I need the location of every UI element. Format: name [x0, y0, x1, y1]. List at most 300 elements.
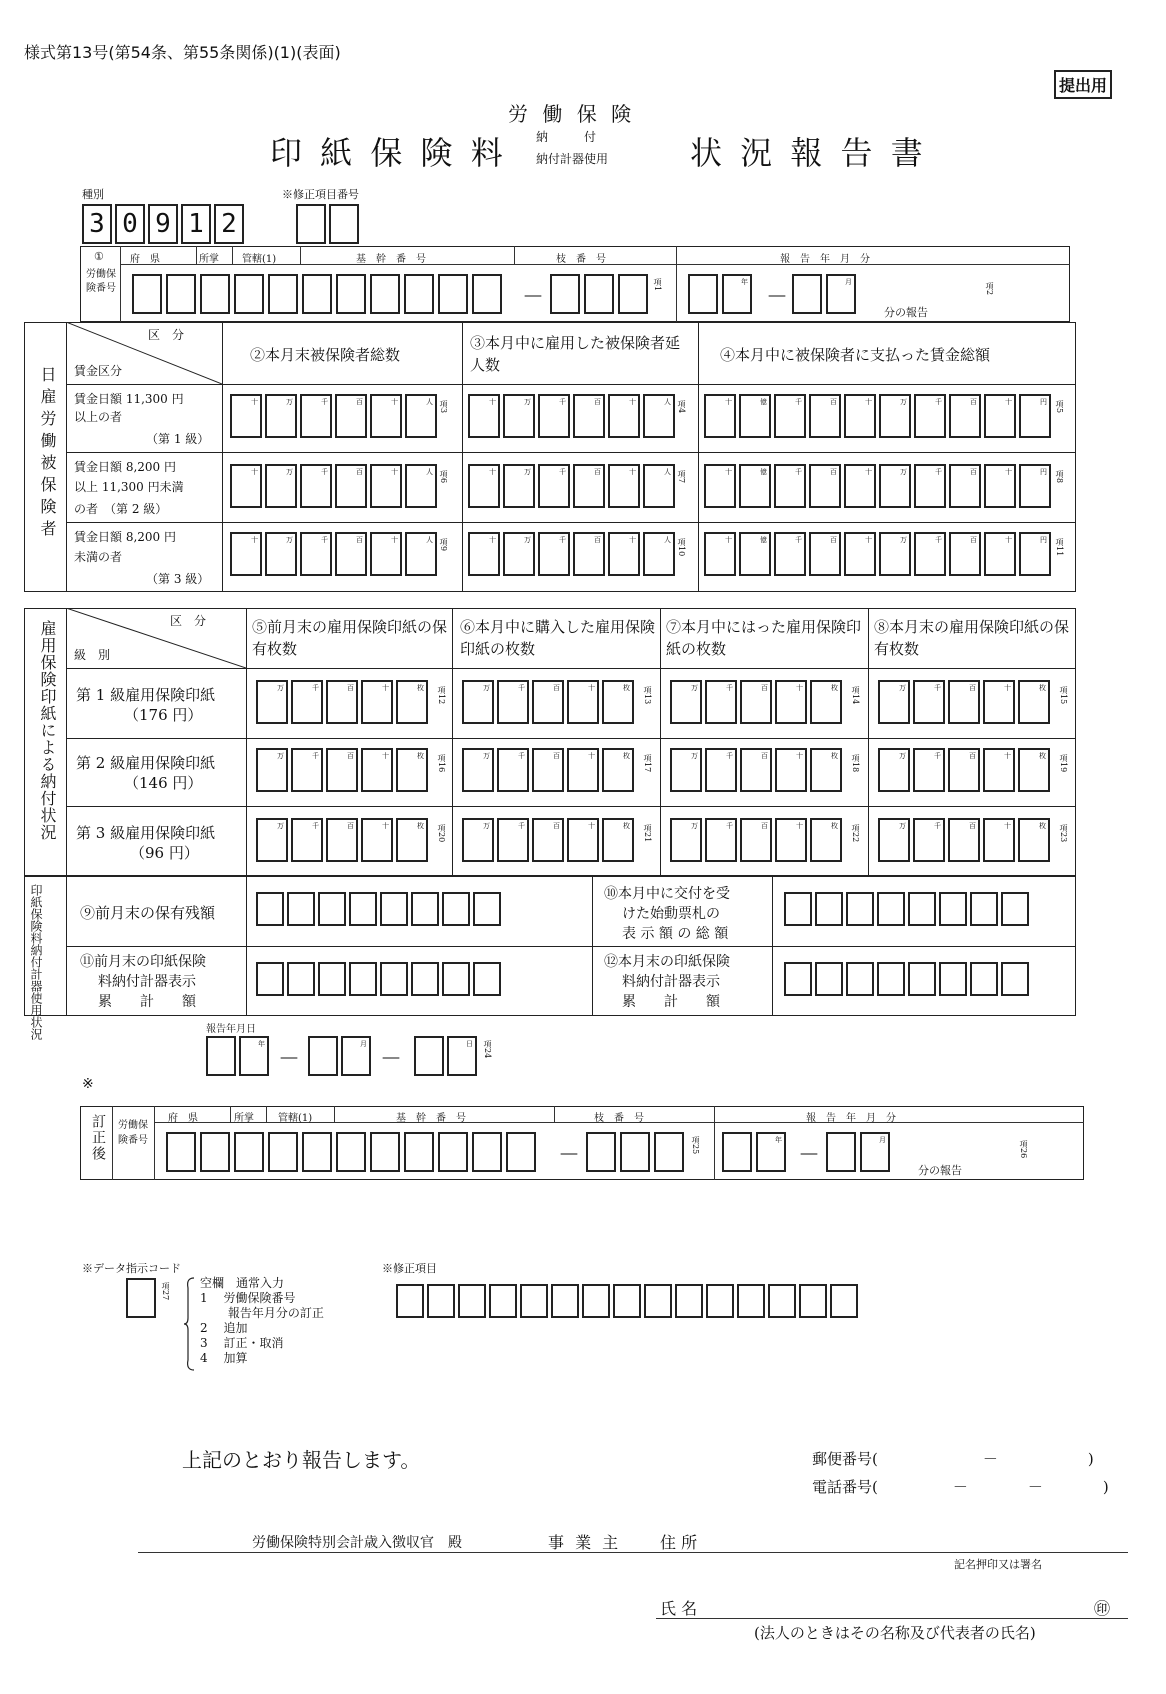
report-year-boxes[interactable]: [688, 274, 752, 314]
item9-boxes[interactable]: [256, 892, 501, 926]
unit-label: 十: [1005, 536, 1012, 544]
digit-box[interactable]: [380, 962, 408, 996]
digit-box[interactable]: [644, 1284, 672, 1318]
digit-box[interactable]: [830, 1284, 858, 1318]
digit-box[interactable]: [1018, 748, 1050, 792]
corp-note: (法人のときはその名称及び代表者の氏名): [754, 1624, 1036, 1642]
meter-side-label: 印紙保険料納付計器使用状況: [29, 884, 43, 1040]
digit-box[interactable]: [256, 892, 284, 926]
digit-box[interactable]: [230, 394, 262, 438]
digit-box[interactable]: [335, 394, 367, 438]
digit-box[interactable]: [411, 962, 439, 996]
digit-box[interactable]: [442, 962, 470, 996]
row-label: の者 （第 2 級）: [74, 502, 168, 516]
digit-box[interactable]: [846, 962, 874, 996]
digit-box[interactable]: [532, 748, 564, 792]
digit-box[interactable]: [984, 464, 1016, 508]
data-code-box[interactable]: [126, 1278, 156, 1318]
digit-box[interactable]: [739, 464, 771, 508]
unit-label: 枚: [831, 752, 838, 760]
stamp-count-boxes[interactable]: [256, 748, 428, 792]
unit-label: 億: [760, 398, 767, 406]
corrected-year-boxes[interactable]: [722, 1132, 786, 1172]
digit-box[interactable]: [1001, 892, 1029, 926]
report-month-boxes[interactable]: [792, 274, 856, 314]
unit-label: 人: [426, 536, 433, 544]
digit-box[interactable]: [670, 818, 702, 862]
digit-box[interactable]: [613, 1284, 641, 1318]
digit-box[interactable]: [879, 532, 911, 576]
digit-box[interactable]: [914, 394, 946, 438]
digit-box[interactable]: [506, 1132, 536, 1172]
digit-box[interactable]: [1001, 962, 1029, 996]
amount-boxes[interactable]: [230, 394, 437, 438]
label-line: ⑫本月末の印紙保険: [604, 954, 730, 970]
digit-box[interactable]: [550, 274, 580, 314]
phone-field[interactable]: 電話番号( － － ): [812, 1478, 1109, 1496]
col-base: 基 幹 番 号: [396, 1113, 466, 1124]
digit-box[interactable]: [532, 680, 564, 724]
digit-box[interactable]: [809, 464, 841, 508]
digit-box[interactable]: [705, 680, 737, 724]
digit-box[interactable]: [914, 532, 946, 576]
digit-box[interactable]: [844, 464, 876, 508]
report-date-day[interactable]: [414, 1036, 477, 1076]
digit-box[interactable]: [200, 1132, 230, 1172]
digit-box[interactable]: [326, 818, 358, 862]
amount-boxes[interactable]: [468, 464, 675, 508]
digit-box[interactable]: [532, 818, 564, 862]
digit-box[interactable]: [472, 274, 502, 314]
digit-box[interactable]: [774, 464, 806, 508]
digit-box[interactable]: [349, 892, 377, 926]
unit-label: 十: [251, 536, 258, 544]
digit-box[interactable]: [586, 1132, 616, 1172]
amount-boxes[interactable]: [704, 394, 1051, 438]
digit-box[interactable]: 月: [860, 1132, 890, 1172]
digit-box[interactable]: [206, 1036, 236, 1076]
digit-box[interactable]: [643, 464, 675, 508]
digit-box[interactable]: [462, 680, 494, 724]
digit-box[interactable]: [503, 464, 535, 508]
digit-box[interactable]: [809, 532, 841, 576]
digit-box[interactable]: [602, 818, 634, 862]
digit-box[interactable]: [538, 464, 570, 508]
digit-box[interactable]: [879, 464, 911, 508]
digit-box[interactable]: [497, 748, 529, 792]
digit-box[interactable]: [949, 532, 981, 576]
digit-box[interactable]: [538, 394, 570, 438]
digit-box[interactable]: [427, 1284, 455, 1318]
digit-box[interactable]: [740, 748, 772, 792]
digit-box[interactable]: [361, 680, 393, 724]
digit-box[interactable]: [984, 394, 1016, 438]
digit-box[interactable]: [405, 394, 437, 438]
digit-box[interactable]: [949, 394, 981, 438]
digit-box[interactable]: [256, 962, 284, 996]
col-pref: 府 県: [168, 1113, 198, 1124]
digit-box[interactable]: [567, 818, 599, 862]
digit-box[interactable]: [462, 748, 494, 792]
digit-box[interactable]: [265, 464, 297, 508]
digit-box[interactable]: [256, 818, 288, 862]
digit-box[interactable]: [775, 680, 807, 724]
digit-box[interactable]: [879, 394, 911, 438]
digit-box[interactable]: [809, 394, 841, 438]
digit-box[interactable]: [473, 892, 501, 926]
item9-label: ⑨前月末の保有残額: [80, 904, 216, 922]
digit-box[interactable]: [335, 532, 367, 576]
digit-box[interactable]: 月: [341, 1036, 371, 1076]
digit-box[interactable]: [396, 1284, 424, 1318]
digit-box[interactable]: [878, 680, 910, 724]
digit-box[interactable]: [414, 1036, 444, 1076]
digit-box[interactable]: [913, 748, 945, 792]
digit-box[interactable]: [983, 818, 1015, 862]
digit-box[interactable]: [442, 892, 470, 926]
digit-box[interactable]: [844, 394, 876, 438]
unit-label: 百: [553, 684, 560, 692]
digit-box[interactable]: [438, 274, 468, 314]
digit-box[interactable]: [268, 1132, 298, 1172]
report-date-year[interactable]: [206, 1036, 269, 1076]
amount-boxes[interactable]: [230, 464, 437, 508]
digit-box[interactable]: [939, 892, 967, 926]
digit-box[interactable]: [300, 464, 332, 508]
digit-box[interactable]: [740, 680, 772, 724]
digit-box[interactable]: [503, 394, 535, 438]
stamp-count-boxes[interactable]: [462, 818, 634, 862]
digit-box[interactable]: [608, 394, 640, 438]
digit-box[interactable]: [291, 818, 323, 862]
digit-box[interactable]: [234, 274, 264, 314]
digit-box[interactable]: [200, 274, 230, 314]
digit-box[interactable]: [737, 1284, 765, 1318]
digit-box[interactable]: [230, 532, 262, 576]
col-report: 報 告 年 月 分: [806, 1113, 896, 1124]
digit-box[interactable]: [602, 748, 634, 792]
digit-box[interactable]: [265, 532, 297, 576]
digit-box[interactable]: [815, 962, 843, 996]
digit-box[interactable]: [908, 962, 936, 996]
digit-box[interactable]: [984, 532, 1016, 576]
digit-box[interactable]: [462, 818, 494, 862]
digit-box[interactable]: [705, 748, 737, 792]
digit-box[interactable]: [740, 818, 772, 862]
digit-box[interactable]: [608, 464, 640, 508]
digit-box[interactable]: [404, 1132, 434, 1172]
digit-box[interactable]: [948, 818, 980, 862]
digit-box[interactable]: [844, 532, 876, 576]
digit-box[interactable]: [618, 274, 648, 314]
unit-label: 枚: [831, 684, 838, 692]
item-number: 項1: [653, 278, 662, 292]
digit-box[interactable]: 月: [826, 274, 856, 314]
stamp-count-boxes[interactable]: [670, 680, 842, 724]
option-item: 空欄 通常入力: [200, 1276, 285, 1290]
digit-box[interactable]: [256, 680, 288, 724]
digit-box[interactable]: [326, 680, 358, 724]
digit-box[interactable]: [300, 532, 332, 576]
digit-box[interactable]: [775, 818, 807, 862]
title-small: 労 働 保 険: [508, 102, 636, 126]
digit-box[interactable]: [784, 962, 812, 996]
correction-item-box[interactable]: [296, 204, 326, 244]
digit-box[interactable]: [948, 680, 980, 724]
row-label: 以上の者: [74, 410, 123, 424]
unit-label: 十: [1005, 398, 1012, 406]
digit-box[interactable]: [349, 962, 377, 996]
item10-boxes[interactable]: [784, 892, 1029, 926]
digit-box[interactable]: [1019, 464, 1051, 508]
digit-box[interactable]: [503, 532, 535, 576]
amount-boxes[interactable]: [704, 464, 1051, 508]
digit-box[interactable]: [877, 962, 905, 996]
digit-box[interactable]: [468, 394, 500, 438]
digit-box[interactable]: [846, 892, 874, 926]
stamp-count-boxes[interactable]: [878, 818, 1050, 862]
digit-box[interactable]: [584, 274, 614, 314]
digit-box[interactable]: [704, 394, 736, 438]
digit-box[interactable]: [256, 748, 288, 792]
digit-box[interactable]: [826, 1132, 856, 1172]
digit-box[interactable]: [336, 274, 366, 314]
unit-label: 十: [725, 398, 732, 406]
digit-box[interactable]: [739, 394, 771, 438]
digit-box[interactable]: [722, 1132, 752, 1172]
report-date-label: 報告年月日: [206, 1024, 256, 1035]
digit-box[interactable]: [774, 394, 806, 438]
correction-items-boxes[interactable]: [396, 1284, 858, 1318]
digit-box[interactable]: [792, 274, 822, 314]
unit-label: 万: [524, 536, 531, 544]
digit-box[interactable]: [810, 680, 842, 724]
unit-label: 千: [726, 752, 733, 760]
digit-box[interactable]: 年: [239, 1036, 269, 1076]
digit-box[interactable]: [706, 1284, 734, 1318]
digit-box[interactable]: [775, 748, 807, 792]
digit-box[interactable]: [573, 464, 605, 508]
item-number: 項8: [1055, 470, 1064, 484]
digit-box[interactable]: [405, 464, 437, 508]
digit-box[interactable]: [308, 1036, 338, 1076]
digit-box[interactable]: [939, 962, 967, 996]
digit-box[interactable]: [370, 464, 402, 508]
digit-box[interactable]: [326, 748, 358, 792]
digit-box[interactable]: [704, 532, 736, 576]
digit-box[interactable]: 日: [447, 1036, 477, 1076]
unit-label: 千: [312, 822, 319, 830]
digit-box[interactable]: [268, 274, 298, 314]
digit-box[interactable]: [983, 680, 1015, 724]
postal-field[interactable]: 郵便番号( － ): [812, 1450, 1094, 1468]
digit-box[interactable]: [396, 818, 428, 862]
stamp-count-boxes[interactable]: [878, 748, 1050, 792]
amount-boxes[interactable]: [468, 394, 675, 438]
digit-box[interactable]: [411, 892, 439, 926]
branch-number-boxes[interactable]: [550, 274, 648, 314]
digit-box[interactable]: [643, 394, 675, 438]
unit-label: 千: [726, 822, 733, 830]
digit-box[interactable]: [608, 532, 640, 576]
digit-box[interactable]: [654, 1132, 684, 1172]
digit-box[interactable]: [370, 394, 402, 438]
digit-box[interactable]: [567, 748, 599, 792]
digit-box[interactable]: [396, 680, 428, 724]
digit-box[interactable]: [1018, 680, 1050, 724]
digit-box[interactable]: [878, 748, 910, 792]
item12-boxes[interactable]: [784, 962, 1029, 996]
col-pref: 府 県: [130, 254, 160, 265]
unit-label: 十: [588, 822, 595, 830]
digit-box[interactable]: [132, 274, 162, 314]
item10-label: [604, 884, 730, 944]
digit-box[interactable]: [265, 394, 297, 438]
amount-boxes[interactable]: [230, 532, 437, 576]
insurance-number-boxes[interactable]: [132, 274, 502, 314]
stamp-count-boxes[interactable]: [670, 748, 842, 792]
digit-box[interactable]: [538, 532, 570, 576]
stamp-count-boxes[interactable]: [670, 818, 842, 862]
unit-label: 枚: [1039, 752, 1046, 760]
digit-box[interactable]: [489, 1284, 517, 1318]
digit-box[interactable]: [404, 274, 434, 314]
digit-box[interactable]: [166, 274, 196, 314]
digit-box[interactable]: [620, 1132, 650, 1172]
digit-box[interactable]: [705, 818, 737, 862]
report-date-month[interactable]: [308, 1036, 371, 1076]
digit-box[interactable]: [948, 748, 980, 792]
stamp-count-boxes[interactable]: [462, 748, 634, 792]
digit-box[interactable]: [643, 532, 675, 576]
stamp-count-boxes[interactable]: [256, 818, 428, 862]
digit-box[interactable]: [774, 532, 806, 576]
digit-box[interactable]: [302, 274, 332, 314]
stamp-count-boxes[interactable]: [878, 680, 1050, 724]
digit-box[interactable]: [370, 1132, 400, 1172]
digit-box[interactable]: [739, 532, 771, 576]
digit-box[interactable]: [230, 464, 262, 508]
digit-box[interactable]: [573, 532, 605, 576]
unit-label: 十: [796, 684, 803, 692]
corrected-number-boxes[interactable]: [166, 1132, 536, 1172]
digit-box[interactable]: 年: [722, 274, 752, 314]
digit-box[interactable]: [361, 748, 393, 792]
item-number: 項14: [851, 686, 860, 705]
digit-box[interactable]: [913, 680, 945, 724]
digit-box[interactable]: [670, 748, 702, 792]
digit-box[interactable]: [234, 1132, 264, 1172]
digit-box[interactable]: [815, 892, 843, 926]
corrected-month-boxes[interactable]: [826, 1132, 890, 1172]
digit-box[interactable]: [318, 962, 346, 996]
digit-box[interactable]: [361, 818, 393, 862]
digit-box[interactable]: [497, 818, 529, 862]
digit-box[interactable]: [784, 892, 812, 926]
amount-boxes[interactable]: [704, 532, 1051, 576]
digit-box[interactable]: [878, 818, 910, 862]
digit-box[interactable]: [914, 464, 946, 508]
digit-box[interactable]: [473, 962, 501, 996]
digit-box[interactable]: [582, 1284, 610, 1318]
digit-box[interactable]: [472, 1132, 502, 1172]
item11-boxes[interactable]: [256, 962, 501, 996]
unit-label: 万: [900, 468, 907, 476]
digit-box[interactable]: [166, 1132, 196, 1172]
digit-box[interactable]: [520, 1284, 548, 1318]
row-label: 賃金日額 11,300 円: [74, 392, 184, 406]
digit-box[interactable]: [970, 892, 998, 926]
digit-box[interactable]: [573, 394, 605, 438]
digit-box[interactable]: [370, 532, 402, 576]
digit-box[interactable]: [908, 892, 936, 926]
digit-box[interactable]: [291, 748, 323, 792]
item11-label: [80, 952, 206, 1012]
digit-box[interactable]: [380, 892, 408, 926]
digit-box[interactable]: 年: [756, 1132, 786, 1172]
digit-box[interactable]: [768, 1284, 796, 1318]
digit-box[interactable]: [318, 892, 346, 926]
digit-box[interactable]: [567, 680, 599, 724]
digit-box[interactable]: [949, 464, 981, 508]
amount-boxes[interactable]: [468, 532, 675, 576]
item-number: 項26: [1019, 1140, 1028, 1159]
digit-box[interactable]: [370, 274, 400, 314]
correction-item-boxes[interactable]: [296, 204, 359, 244]
digit-box[interactable]: [300, 394, 332, 438]
digit-box[interactable]: [405, 532, 437, 576]
digit-box[interactable]: [396, 748, 428, 792]
digit-box[interactable]: [287, 892, 315, 926]
digit-box[interactable]: [497, 680, 529, 724]
digit-box[interactable]: [551, 1284, 579, 1318]
digit-box[interactable]: [468, 532, 500, 576]
digit-box[interactable]: [291, 680, 323, 724]
digit-box[interactable]: [810, 748, 842, 792]
row-label: （第 1 級）: [146, 432, 210, 446]
digit-box[interactable]: [913, 818, 945, 862]
digit-box[interactable]: [1019, 394, 1051, 438]
digit-box[interactable]: [983, 748, 1015, 792]
corrected-branch-boxes[interactable]: [586, 1132, 684, 1172]
digit-box[interactable]: [810, 818, 842, 862]
digit-box[interactable]: [458, 1284, 486, 1318]
digit-box[interactable]: [970, 962, 998, 996]
digit-box[interactable]: [704, 464, 736, 508]
digit-box[interactable]: [1019, 532, 1051, 576]
digit-box[interactable]: [688, 274, 718, 314]
digit-box[interactable]: [602, 680, 634, 724]
unit-label: 十: [1004, 822, 1011, 830]
digit-box[interactable]: [287, 962, 315, 996]
digit-box[interactable]: [302, 1132, 332, 1172]
digit-box[interactable]: [438, 1132, 468, 1172]
unit-label: 万: [899, 752, 906, 760]
stamp-count-boxes[interactable]: [462, 680, 634, 724]
digit-box[interactable]: [670, 680, 702, 724]
digit-box[interactable]: [336, 1132, 366, 1172]
correction-item-box[interactable]: [329, 204, 359, 244]
digit-box[interactable]: [877, 892, 905, 926]
digit-box[interactable]: [675, 1284, 703, 1318]
name-label[interactable]: 氏 名: [660, 1599, 698, 1618]
digit-box[interactable]: [468, 464, 500, 508]
digit-box[interactable]: [335, 464, 367, 508]
digit-box[interactable]: [799, 1284, 827, 1318]
label-line: 累 計 額: [98, 994, 196, 1010]
digit-box[interactable]: [1018, 818, 1050, 862]
stamp-count-boxes[interactable]: [256, 680, 428, 724]
